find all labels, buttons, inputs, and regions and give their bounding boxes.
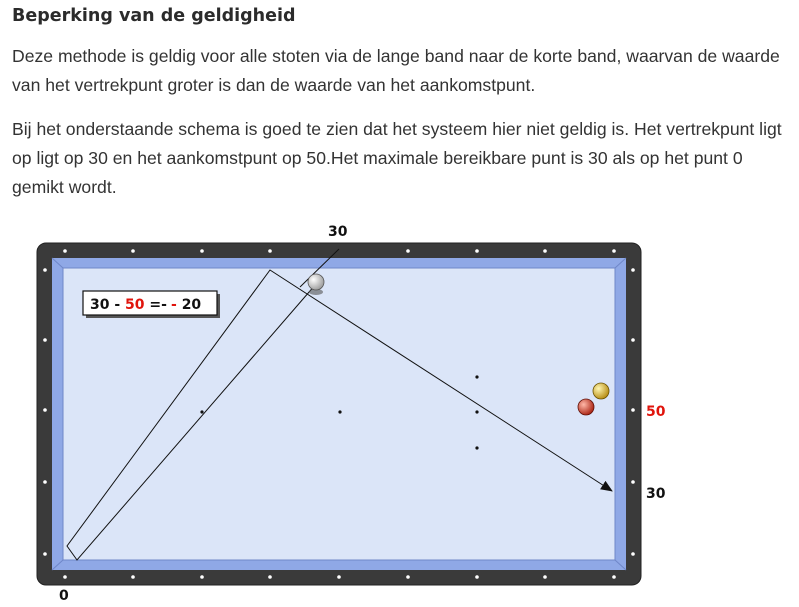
formula-arrival: 50 — [125, 297, 145, 313]
label-zero-point: 0 — [59, 588, 69, 604]
billiard-diagram — [0, 212, 799, 607]
svg-text:- 20 — [171, 297, 201, 313]
formula-equals: =- — [149, 297, 167, 313]
label-max-point: 30 — [646, 486, 666, 502]
svg-text:30 - 50 =- — [90, 297, 167, 313]
formula-start: 30 - — [90, 297, 121, 313]
ball-yellow — [593, 383, 609, 399]
paragraph-example: Bij het onderstaande schema is goed te zien dat het systeem hier niet geldig is. Het vertrekpunt ligt op ligt op 30 en het aankomstpunt op 50.Het maximale bereikbare punt is 30 als op het punt 0 gemikt wordt. — [12, 119, 782, 197]
label-arrival-point: 50 — [646, 404, 666, 420]
formula-result: 20 — [181, 297, 202, 313]
section-heading: Beperking van de geldigheid — [12, 6, 296, 26]
billiard-table-svg — [0, 212, 799, 607]
ball-red — [578, 399, 594, 415]
cue-ball-white — [308, 274, 324, 295]
paragraph-validity: Deze methode is geldig voor alle stoten via de lange band naar de korte band, waarvan de waarde van het vertrekpunt groter is dan de waarde van het aankomstpunt. — [12, 46, 780, 95]
formula-box — [83, 291, 220, 318]
label-start-point: 30 — [328, 224, 348, 240]
formula-minus: - — [171, 297, 177, 313]
